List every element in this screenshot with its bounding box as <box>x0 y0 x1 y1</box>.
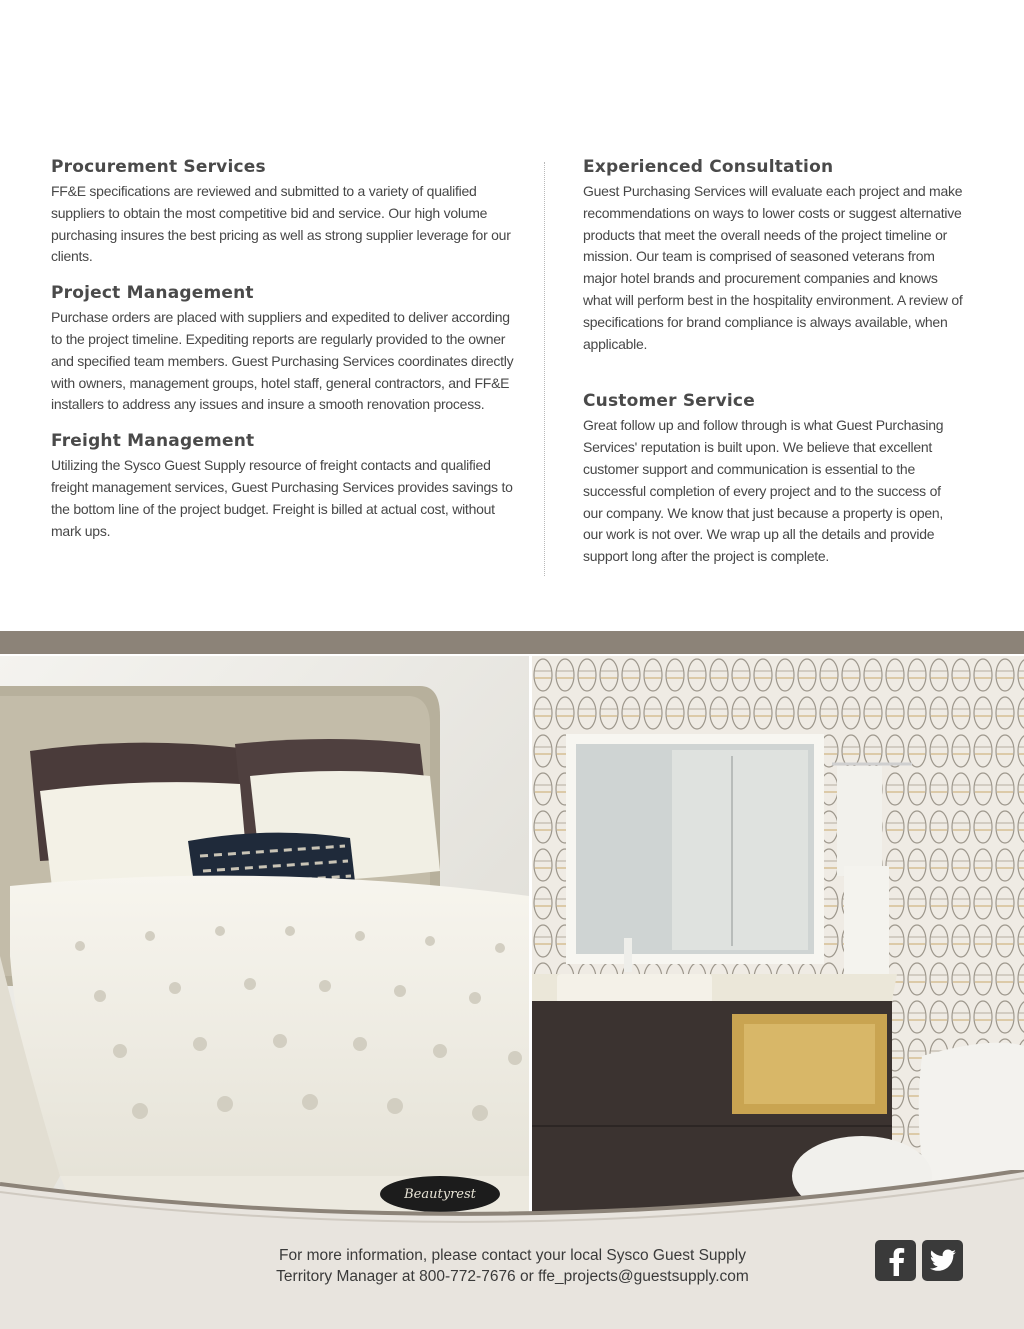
customer-service-section <box>583 391 963 568</box>
photo-strip <box>0 654 1024 1214</box>
twitter-icon[interactable] <box>922 1240 963 1281</box>
section-body: FF&E specifications are reviewed and submitted to a variety of qualified suppliers to obtain the most competitive bid and service. Our high volume purchasing insures the best pricing as well as strong supplier leverage for our clients. <box>51 183 511 265</box>
facebook-icon[interactable] <box>875 1240 916 1281</box>
right-column <box>583 157 963 568</box>
section-heading: Freight Management <box>51 431 255 452</box>
contact-info <box>245 1245 780 1287</box>
bed-photo <box>0 656 529 1212</box>
section-heading: Customer Service <box>583 391 755 412</box>
freight-management-section <box>51 431 516 542</box>
section-body: Purchase orders are placed with suppliers and expedited to deliver according to the project timeline. Expediting reports are regularly provided to the owner and specified team members. Guest Purchasing Services coordinates directly with owners, management groups, hotel staff, general contractors, and FF&E installers to address any issues and insure a smooth renovation process. <box>51 309 514 413</box>
contact-line-2: Territory Manager at 800-772-7676 or ffe_projects@guestsupply.com <box>276 1268 749 1285</box>
project-management-section <box>51 283 516 416</box>
section-body: Guest Purchasing Services will evaluate each project and make recommendations on ways to lower costs or suggest alternative products that meet the overall needs of the project timeline or mission. Our team is comprised of seasoned veterans from major hotel brands and procurement companies and knows what will perform best in the hospitality environment. A review of specifications for brand compliance is always available, when applicable. <box>583 183 963 352</box>
bed-label: Beautyrest <box>404 1187 476 1202</box>
contact-line-1: For more information, please contact your local Sysco Guest Supply <box>279 1247 746 1264</box>
section-heading: Procurement Services <box>51 157 266 177</box>
column-divider <box>544 162 545 576</box>
left-column <box>51 157 516 557</box>
section-body: Utilizing the Sysco Guest Supply resource of freight contacts and qualified freight management services, Guest Purchasing Services provides savings to the bottom line of the project budget. Freight is billed at actual cost, without mark ups. <box>51 457 513 539</box>
social-links <box>875 1240 963 1281</box>
section-heading: Project Management <box>51 283 254 304</box>
section-body: Great follow up and follow through is what Guest Purchasing Services' reputation is built upon. We believe that excellent customer support and communication is essential to the successful completion of every project and to the success of our company. We know that just because a property is open, our work is not over. We wrap up all the details and provide support long after the project is complete. <box>583 417 944 565</box>
procurement-services-section <box>51 157 516 268</box>
section-heading: Experienced Consultation <box>583 157 834 177</box>
experienced-consultation-section <box>583 157 963 355</box>
separator-band <box>0 631 1024 654</box>
bathroom-photo <box>532 656 1024 1212</box>
